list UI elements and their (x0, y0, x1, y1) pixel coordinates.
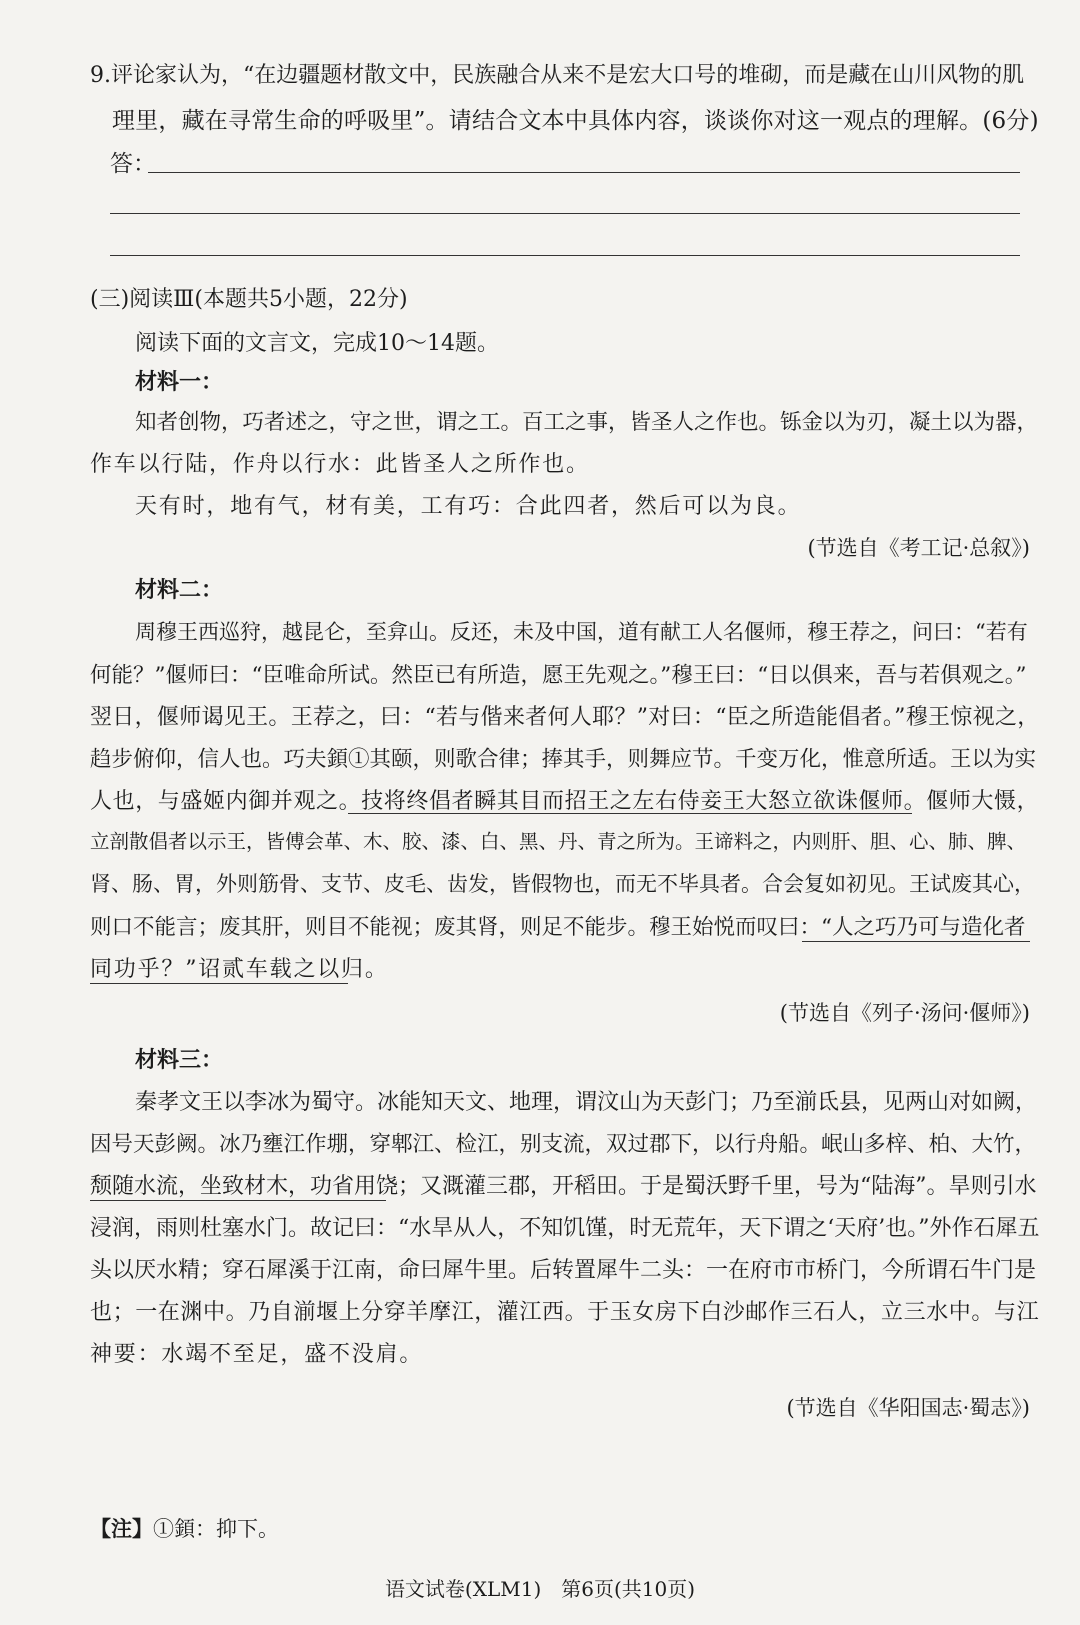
material-2-line: 周穆王西巡狩，越昆仑，至弇山。反还，未及中国，道有献工人名偃师，穆王荐之，问曰：“若有 (135, 620, 1028, 644)
material-3-line: 浸润，雨则杜塞水门。故记曰：“水旱从人，不知饥馑，时无荒年，天下谓之‘天府’也。”外作石犀五 (90, 1216, 1040, 1241)
answer-line-1[interactable] (148, 172, 1020, 173)
underline-sentence (90, 1200, 386, 1201)
underline-sentence (348, 813, 912, 814)
answer-label: 答： (110, 151, 156, 177)
material-3-line: 颓随水流，坐致材木，功省用饶；又溉灌三郡，开稻田。于是蜀沃野千里，号为“陆海”。旱则引水 (90, 1174, 1037, 1199)
material-2-title: 材料二： (135, 577, 224, 603)
underline-sentence (90, 983, 348, 984)
question-9-line-2: 理里，藏在寻常生命的呼吸里”。请结合文本中具体内容，谈谈你对这一观点的理解。(6分) (112, 108, 1039, 134)
material-3-line: 头以厌水精；穿石犀溪于江南，命曰犀牛里。后转置犀牛二头：一在府市市桥门，今所谓石牛门是 (90, 1258, 1037, 1283)
footnote (90, 1513, 279, 1543)
material-2-line: 何能？”偃师曰：“臣唯命所试。然臣已有所造，愿王先观之。”穆王曰：“日以俱来，吾与若俱观之。” (90, 663, 1027, 688)
material-1-line: 天有时，地有气，材有美，工有巧：合此四者，然后可以为良。 (135, 494, 802, 519)
footnote-label: 【注】 (90, 1516, 153, 1541)
material-1-source: (节选自《考工记·总叙》) (807, 536, 1030, 560)
material-2-line: 立剖散倡者以示王，皆傅会革、木、胶、漆、白、黑、丹、青之所为。王谛料之，内则肝、胆、心、肺、脾、 (90, 830, 1027, 853)
material-3-source: (节选自《华阳国志·蜀志》) (786, 1396, 1030, 1420)
material-2-line: 则口不能言；废其肝，则目不能视；废其肾，则足不能步。穆王始悦而叹曰：“人之巧乃可与造化者 (90, 915, 1026, 940)
page-footer: 语文试卷(XLM1) 第6页(共10页) (384, 1577, 696, 1601)
material-3-line: 神要：水竭不至足，盛不没肩。 (90, 1342, 424, 1367)
material-2-source: (节选自《列子·汤问·偃师》) (779, 1001, 1030, 1025)
underline-sentence (802, 941, 1030, 942)
footnote-text: ①顉：抑下。 (153, 1517, 279, 1541)
material-3-line: 也；一在渊中。乃自湔堰上分穿羊摩江，灌江西。于玉女房下白沙邮作三石人，立三水中。与江 (90, 1300, 1040, 1325)
answer-line-3[interactable] (110, 255, 1020, 256)
answer-line-2[interactable] (110, 213, 1020, 214)
material-3-line: 秦孝文王以李冰为蜀守。冰能知天文、地理，谓汶山为天彭门；乃至湔氐县，见两山对如阙， (135, 1090, 1038, 1115)
material-1-line: 作车以行陆，作舟以行水：此皆圣人之所作也。 (90, 452, 590, 477)
material-2-line: 人也，与盛姬内御并观之。技将终倡者瞬其目而招王之左右侍妾王大怒立欲诛偃师。偃师大慑， (90, 789, 1040, 814)
section-3-instruction: 阅读下面的文言文，完成10～14题。 (135, 331, 499, 356)
section-3-title: (三)阅读Ⅲ(本题共5小题，22分) (90, 287, 408, 312)
material-2-line: 趋步俯仰，信人也。巧夫顉①其颐，则歌合律；捧其手，则舞应节。千变万化，惟意所适。王以为实 (90, 747, 1037, 772)
material-2-line: 同功乎？”诏贰车载之以归。 (90, 957, 389, 982)
material-2-line: 翌日，偃师谒见王。王荐之，曰：“若与偕来者何人耶？”对曰：“臣之所造能倡者。”穆王惊视之， (90, 705, 1040, 730)
question-9-line-1: 9.评论家认为，“在边疆题材散文中，民族融合从来不是宏大口号的堆砌，而是藏在山川风物的肌 (90, 63, 1025, 88)
material-1-line: 知者创物，巧者述之，守之世，谓之工。百工之事，皆圣人之作也。铄金以为刃，凝土以为器， (135, 410, 1039, 435)
material-3-title: 材料三： (135, 1047, 224, 1073)
material-2-line: 肾、肠、胃，外则筋骨、支节、皮毛、齿发，皆假物也，而无不毕具者。合会复如初见。王试废其心， (90, 872, 1035, 896)
material-3-line: 因号天彭阙。冰乃壅江作堋，穿郫江、检江，别支流，双过郡下，以行舟船。岷山多梓、柏、大竹， (90, 1132, 1037, 1157)
material-1-title: 材料一： (135, 369, 224, 395)
